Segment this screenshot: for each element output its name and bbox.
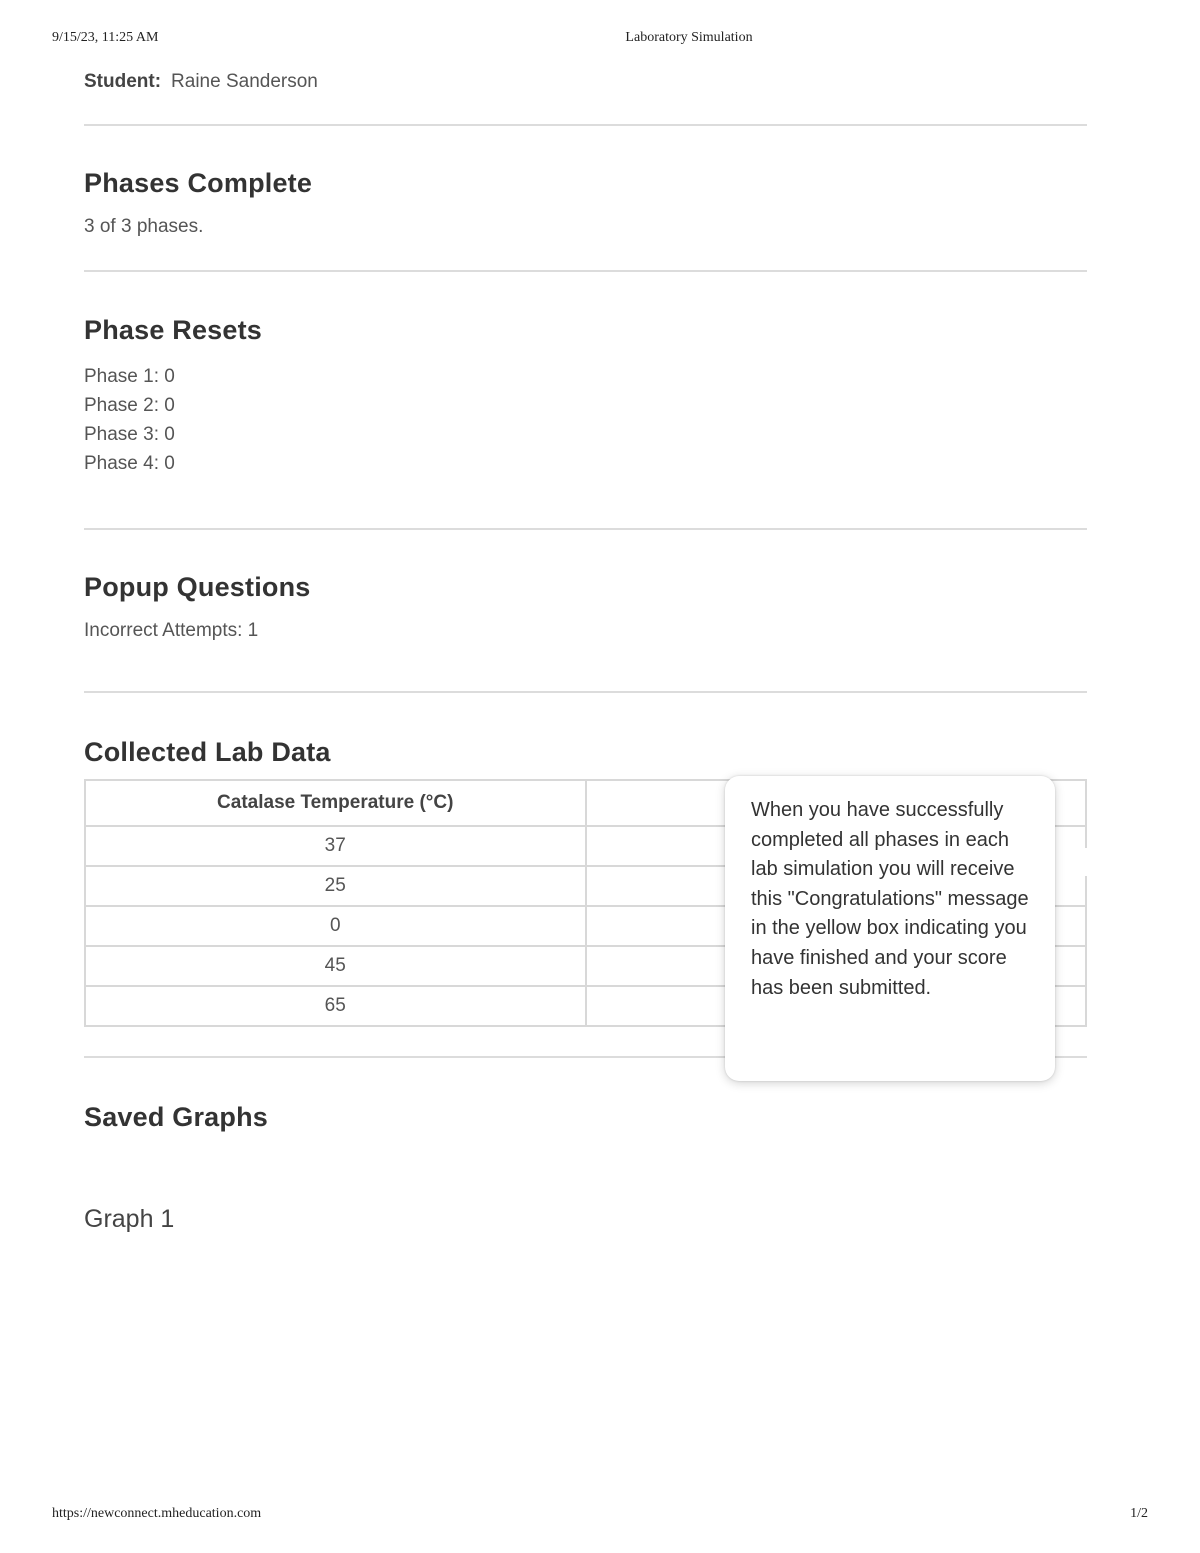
table-cell: 25 — [85, 866, 586, 906]
phases-complete-text: 3 of 3 phases. — [84, 216, 204, 237]
phase-reset-item: Phase 4: 0 — [84, 453, 175, 474]
student-label: Student: — [84, 71, 162, 92]
lab-data-title: Collected Lab Data — [84, 737, 331, 767]
phase-resets-list — [84, 362, 1087, 478]
phase-reset-item: Phase 2: 0 — [84, 395, 175, 416]
popup-questions-title: Popup Questions — [84, 572, 311, 602]
print-datetime: 9/15/23, 11:25 AM — [52, 30, 159, 45]
tooltip-mask — [1053, 848, 1087, 876]
print-page-title: Laboratory Simulation — [625, 30, 753, 45]
student-row — [84, 66, 1087, 100]
table-cell: 45 — [85, 946, 586, 986]
instruction-tooltip — [725, 776, 1055, 1081]
print-header — [52, 30, 1148, 50]
print-url: https://newconnect.mheducation.com — [52, 1506, 262, 1521]
phase-reset-item: Phase 1: 0 — [84, 366, 175, 387]
graph-title: Graph 1 — [84, 1205, 175, 1233]
incorrect-attempts-text: Incorrect Attempts: 1 — [84, 620, 259, 641]
table-cell: 65 — [85, 986, 586, 1026]
popup-questions-section — [84, 530, 1087, 645]
phases-complete-section — [84, 126, 1087, 241]
saved-graphs-title: Saved Graphs — [84, 1102, 268, 1132]
phase-resets-section — [84, 272, 1087, 478]
phase-reset-item: Phase 3: 0 — [84, 424, 175, 445]
phases-complete-title: Phases Complete — [84, 168, 313, 198]
column-header-temperature: Catalase Temperature (°C) — [85, 780, 586, 826]
print-page-number: 1/2 — [1130, 1506, 1148, 1521]
table-cell: 0 — [85, 906, 586, 946]
print-footer — [52, 1506, 1148, 1526]
saved-graphs-section — [84, 1058, 1087, 1234]
student-name: Raine Sanderson — [171, 71, 318, 92]
tooltip-text: When you have successfully completed all phases in each lab simulation you will receive this "Congratulations" message in the yellow box indicating you have finished and your score has been submitted. — [751, 799, 1029, 999]
table-cell: 37 — [85, 826, 586, 866]
phase-resets-title: Phase Resets — [84, 315, 263, 345]
